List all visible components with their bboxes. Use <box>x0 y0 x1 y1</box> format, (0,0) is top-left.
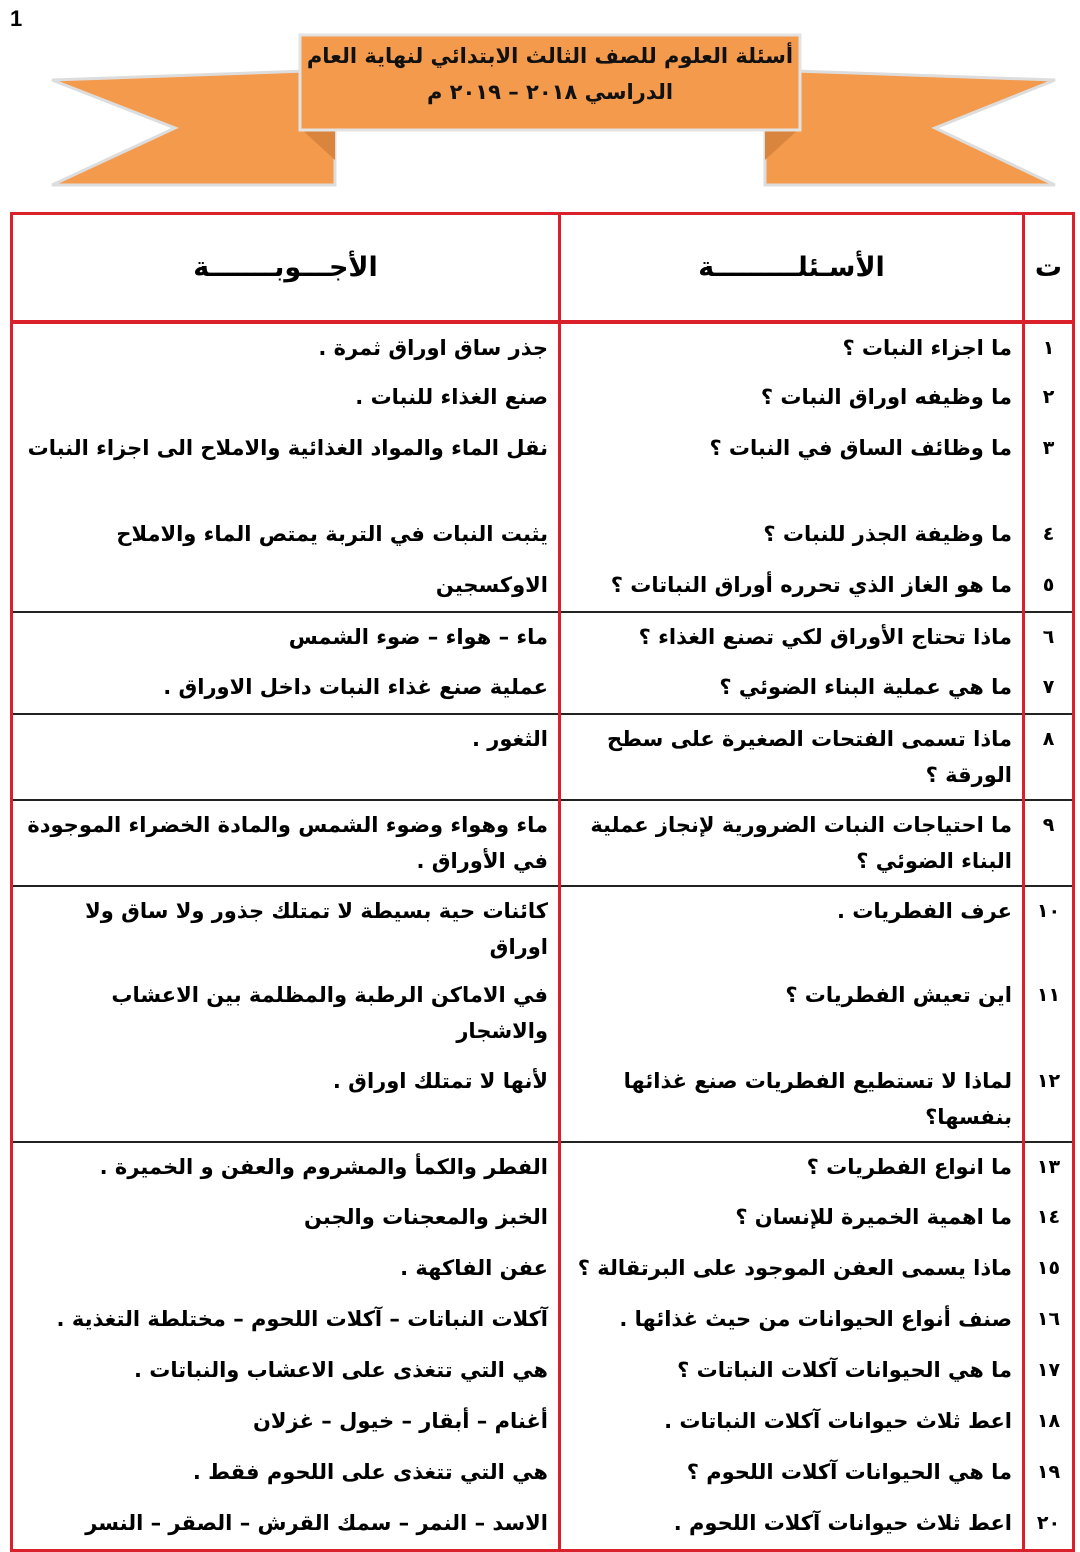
question-cell: ما اهمية الخميرة للإنسان ؟ <box>560 1193 1024 1244</box>
answer-cell: صنع الغذاء للنبات . <box>12 373 560 424</box>
answer-cell: نقل الماء والمواد الغذائية والاملاح الى اجزاء النبات <box>12 424 560 510</box>
row-number: ١٣ <box>1024 1142 1074 1193</box>
answer-cell: جذر ساق اوراق ثمرة . <box>12 322 560 373</box>
row-number: ١١ <box>1024 971 1074 1057</box>
answer-cell: عملية صنع غذاء النبات داخل الاوراق . <box>12 663 560 714</box>
row-number: ٢٠ <box>1024 1499 1074 1550</box>
header-answers: الأجـــوبـــــــة <box>12 214 560 323</box>
answer-cell: الاسد – النمر – سمك القرش – الصقر – النسر <box>12 1499 560 1550</box>
row-number: ١٥ <box>1024 1244 1074 1295</box>
answer-cell: الخبز والمعجنات والجبن <box>12 1193 560 1244</box>
table-row <box>12 561 1074 612</box>
answer-cell: عفن الفاكهة . <box>12 1244 560 1295</box>
table-row <box>12 612 1074 663</box>
table-row <box>12 1244 1074 1295</box>
question-cell: ما احتياجات النبات الضرورية لإنجاز عملية البناء الضوئي ؟ <box>560 800 1024 886</box>
row-number: ١٠ <box>1024 886 1074 971</box>
question-cell: لماذا لا تستطيع الفطريات صنع غذائها بنفسها؟ <box>560 1057 1024 1142</box>
answer-cell: آكلات النباتات – آكلات اللحوم – مختلطة التغذية . <box>12 1295 560 1346</box>
table-row <box>12 714 1074 800</box>
answer-cell: الاوكسجين <box>12 561 560 612</box>
question-cell: ما هو الغاز الذي تحرره أوراق النباتات ؟ <box>560 561 1024 612</box>
row-number: ٣ <box>1024 424 1074 510</box>
table-row <box>12 424 1074 510</box>
row-number: ١٢ <box>1024 1057 1074 1142</box>
table-row <box>12 800 1074 886</box>
title-line-2: الدراسي ٢٠١٨ – ٢٠١٩ م <box>426 80 674 104</box>
question-cell: ما اجزاء النبات ؟ <box>560 322 1024 373</box>
question-cell: ما وظائف الساق في النبات ؟ <box>560 424 1024 510</box>
question-cell: ما هي الحيوانات آكلات اللحوم ؟ <box>560 1448 1024 1499</box>
questions-answers-table <box>10 212 1075 1552</box>
question-cell: ما انواع الفطريات ؟ <box>560 1142 1024 1193</box>
table-row <box>12 1397 1074 1448</box>
row-number: ٨ <box>1024 714 1074 800</box>
question-cell: صنف أنواع الحيوانات من حيث غذائها . <box>560 1295 1024 1346</box>
table-row <box>12 373 1074 424</box>
table-row <box>12 1193 1074 1244</box>
question-cell: ما وظيفه اوراق النبات ؟ <box>560 373 1024 424</box>
table-row <box>12 322 1074 373</box>
table-row <box>12 1448 1074 1499</box>
answer-cell: في الاماكن الرطبة والمظلمة بين الاعشاب والاشجار <box>12 971 560 1057</box>
answer-cell: هي التي تتغذى على اللحوم فقط . <box>12 1448 560 1499</box>
table-row <box>12 971 1074 1057</box>
row-number: ١٩ <box>1024 1448 1074 1499</box>
table-row <box>12 1057 1074 1142</box>
page-number: 1 <box>10 6 23 31</box>
question-cell: ماذا تحتاج الأوراق لكي تصنع الغذاء ؟ <box>560 612 1024 663</box>
question-cell: اعط ثلاث حيوانات آكلات اللحوم . <box>560 1499 1024 1550</box>
table-row <box>12 886 1074 971</box>
header-questions: الأسـئلـــــــــة <box>560 214 1024 323</box>
answer-cell: لأنها لا تمتلك اوراق . <box>12 1057 560 1142</box>
answer-cell: الفطر والكمأ والمشروم والعفن و الخميرة . <box>12 1142 560 1193</box>
header-number: ت <box>1024 214 1074 323</box>
question-cell: ما هي عملية البناء الضوئي ؟ <box>560 663 1024 714</box>
answer-cell: أغنام – أبقار – خيول – غزلان <box>12 1397 560 1448</box>
table-row <box>12 1142 1074 1193</box>
row-number: ٩ <box>1024 800 1074 886</box>
answer-cell: هي التي تتغذى على الاعشاب والنباتات . <box>12 1346 560 1397</box>
row-number: ١٦ <box>1024 1295 1074 1346</box>
question-cell: اين تعيش الفطريات ؟ <box>560 971 1024 1057</box>
row-number: ٧ <box>1024 663 1074 714</box>
question-cell: ماذا يسمى العفن الموجود على البرتقالة ؟ <box>560 1244 1024 1295</box>
ribbon-right-tail <box>765 70 1055 185</box>
table-row <box>12 1346 1074 1397</box>
row-number: ٥ <box>1024 561 1074 612</box>
question-cell: عرف الفطريات . <box>560 886 1024 971</box>
question-cell: ما وظيفة الجذر للنبات ؟ <box>560 510 1024 561</box>
document-title <box>305 38 795 128</box>
answer-cell: ماء وهواء وضوء الشمس والمادة الخضراء الموجودة في الأوراق . <box>12 800 560 886</box>
answer-cell: يثبت النبات في التربة يمتص الماء والاملاح <box>12 510 560 561</box>
table-row <box>12 663 1074 714</box>
table-row <box>12 510 1074 561</box>
question-cell: ما هي الحيوانات آكلات النباتات ؟ <box>560 1346 1024 1397</box>
question-cell: ماذا تسمى الفتحات الصغيرة على سطح الورقة ؟ <box>560 714 1024 800</box>
row-number: ٦ <box>1024 612 1074 663</box>
row-number: ١٤ <box>1024 1193 1074 1244</box>
answer-cell: الثغور . <box>12 714 560 800</box>
row-number: ١٨ <box>1024 1397 1074 1448</box>
row-number: ٢ <box>1024 373 1074 424</box>
question-cell: اعط ثلاث حيوانات آكلات النباتات . <box>560 1397 1024 1448</box>
ribbon-left-tail <box>52 70 335 185</box>
title-line-1: أسئلة العلوم للصف الثالث الابتدائي لنهاية العام <box>306 44 794 68</box>
row-number: ٤ <box>1024 510 1074 561</box>
table-row <box>12 1295 1074 1346</box>
row-number: ١٧ <box>1024 1346 1074 1397</box>
row-number: ١ <box>1024 322 1074 373</box>
answer-cell: ماء – هواء – ضوء الشمس <box>12 612 560 663</box>
table-header-row <box>12 214 1074 323</box>
answer-cell: كائنات حية بسيطة لا تمتلك جذور ولا ساق ولا اوراق <box>12 886 560 971</box>
